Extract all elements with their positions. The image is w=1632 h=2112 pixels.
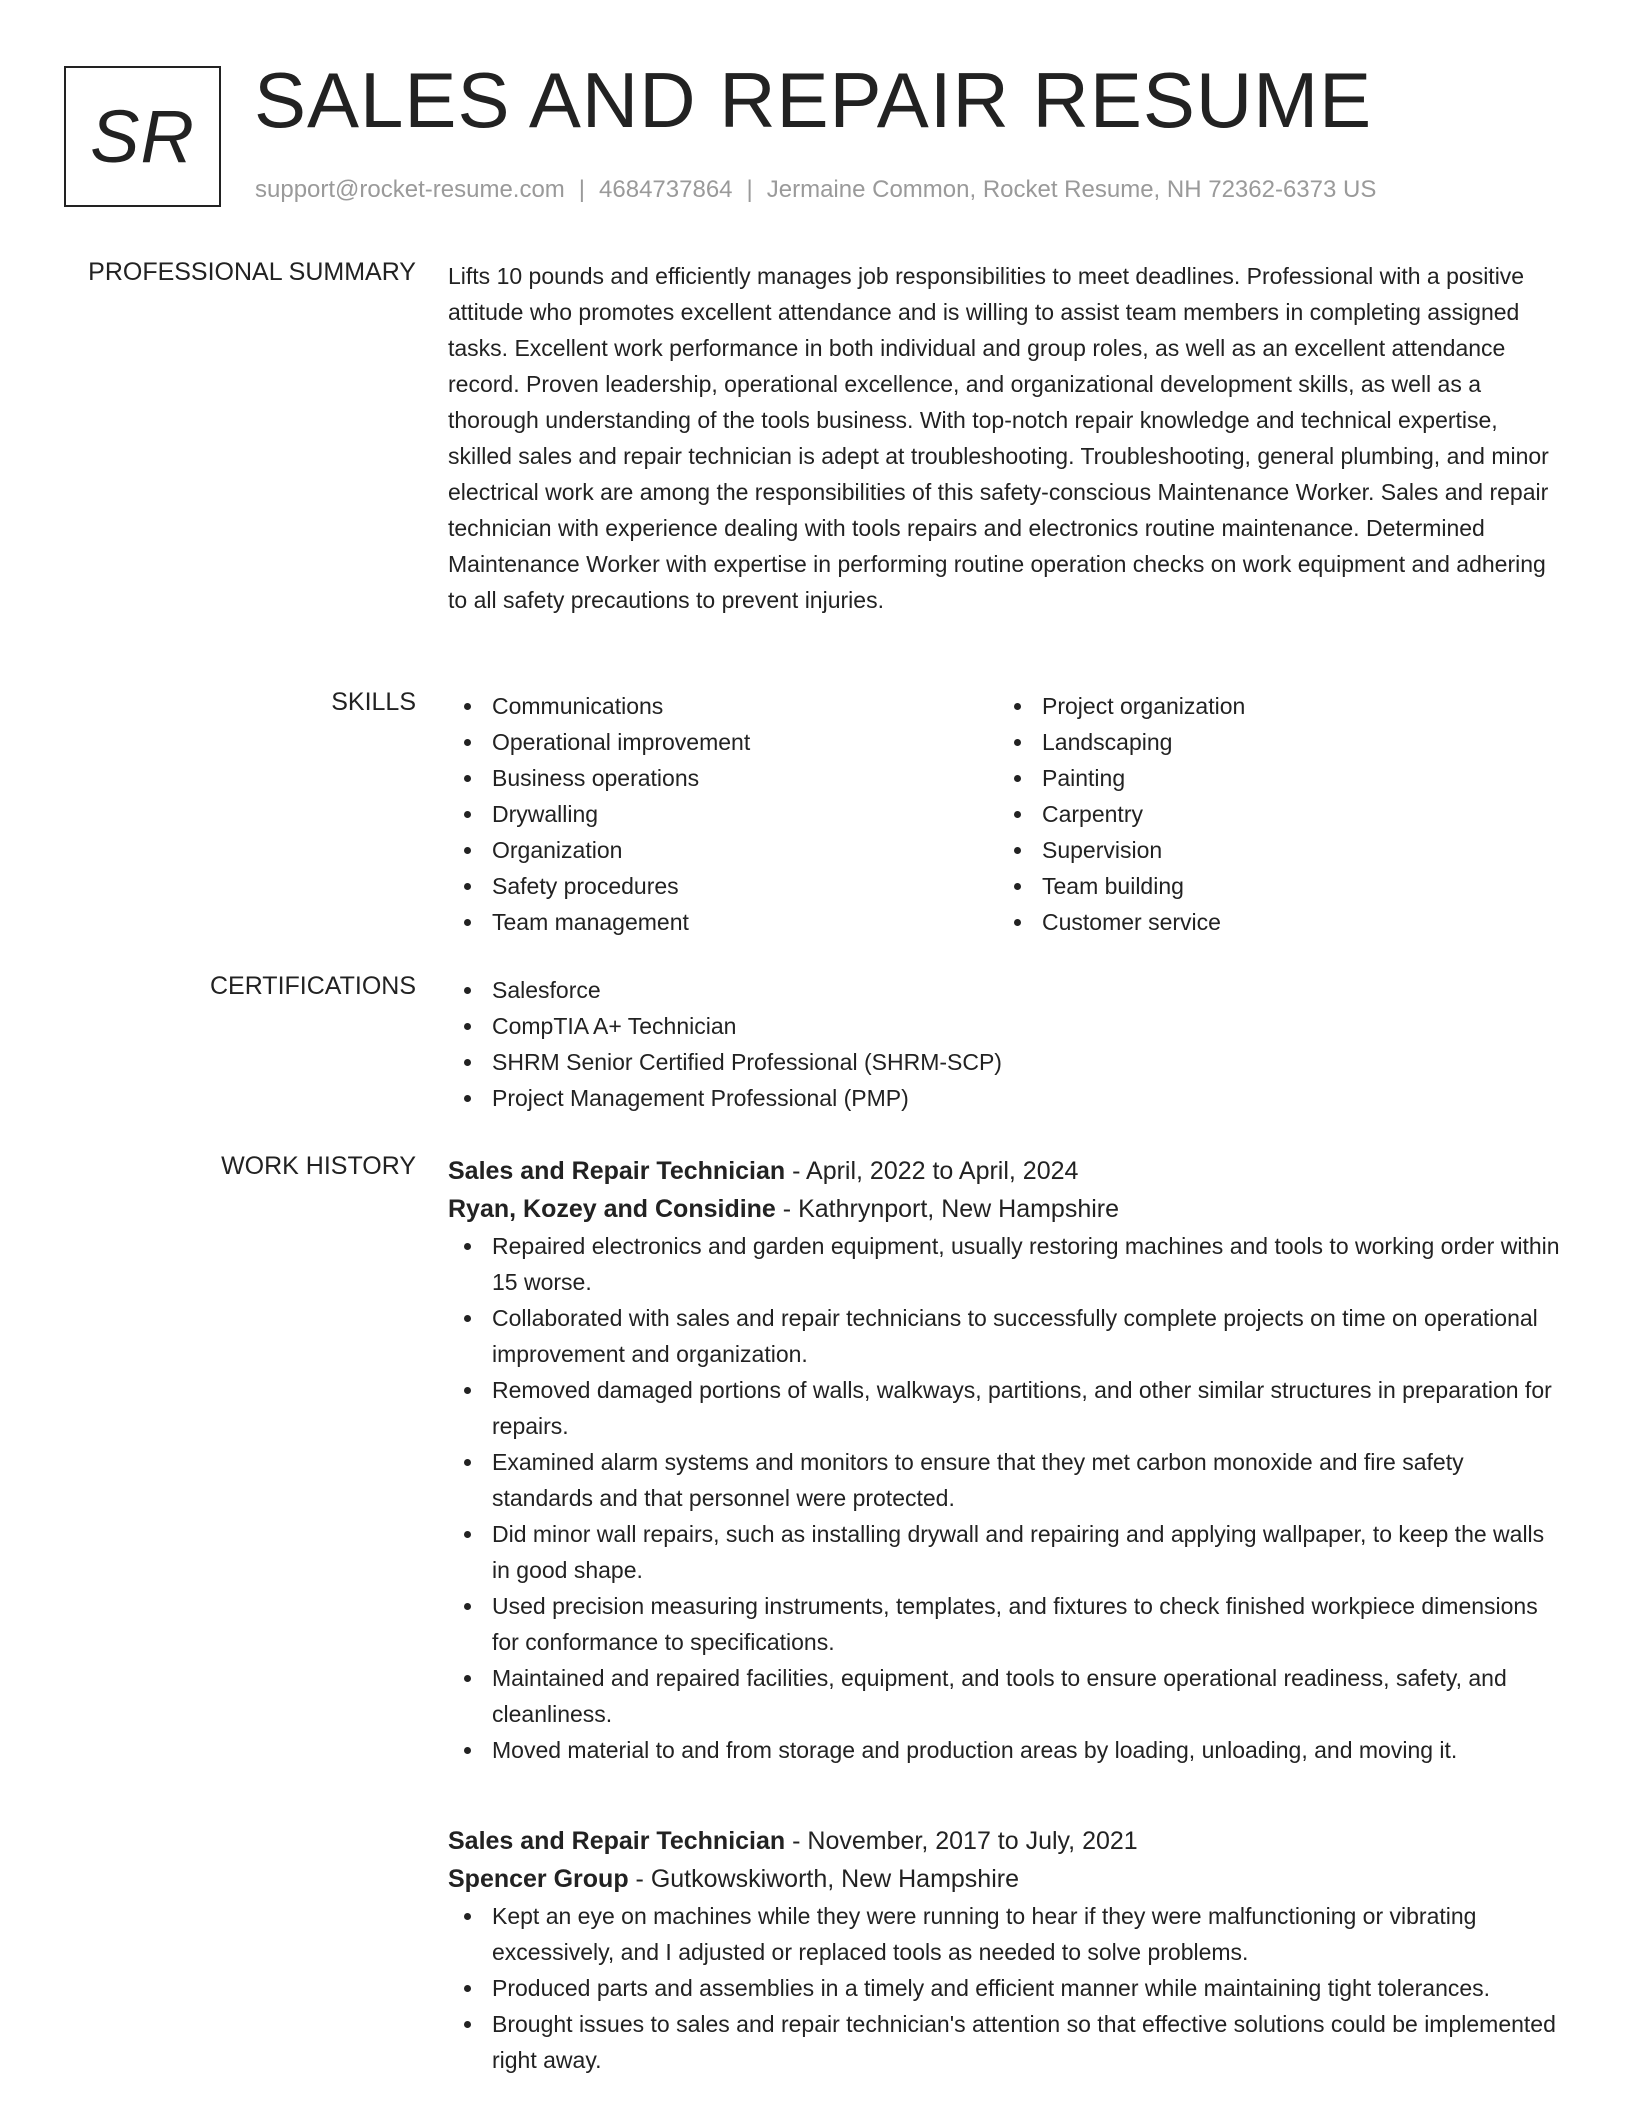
skill-item: Team building bbox=[998, 868, 1518, 904]
job-title: Sales and Repair Technician bbox=[448, 1827, 786, 1855]
job-entry bbox=[448, 1152, 1566, 1768]
skill-item: Communications bbox=[448, 688, 968, 724]
job-location: - Kathrynport, New Hampshire bbox=[782, 1195, 1120, 1223]
certification-item: SHRM Senior Certified Professional (SHRM-SCP) bbox=[448, 1044, 1566, 1080]
contact-email[interactable]: support@rocket-resume.com bbox=[255, 176, 565, 203]
skills-heading: SKILLS bbox=[331, 688, 416, 716]
job-duty: Removed damaged portions of walls, walkways, partitions, and other similar structures in preparation for repairs. bbox=[448, 1372, 1566, 1444]
job-duty: Moved material to and from storage and production areas by loading, unloading, and moving it. bbox=[448, 1732, 1566, 1768]
skill-item: Project organization bbox=[998, 688, 1518, 724]
job-duties bbox=[448, 1228, 1566, 1768]
job-duty: Produced parts and assemblies in a timely and efficient manner while maintaining tight tolerances. bbox=[448, 1970, 1566, 2006]
job-company: Spencer Group bbox=[448, 1865, 629, 1893]
skill-item: Carpentry bbox=[998, 796, 1518, 832]
job-dates: - April, 2022 to April, 2024 bbox=[792, 1157, 1079, 1185]
job-duties bbox=[448, 1898, 1566, 2078]
contact-separator: | bbox=[578, 176, 586, 203]
skill-item: Operational improvement bbox=[448, 724, 968, 760]
contact-phone[interactable]: 4684737864 bbox=[599, 176, 733, 203]
certification-item: Salesforce bbox=[448, 972, 1566, 1008]
job-dates: - November, 2017 to July, 2021 bbox=[792, 1827, 1138, 1855]
skills-column-1 bbox=[448, 688, 968, 940]
job-duty: Brought issues to sales and repair technician's attention so that effective solutions could be implemented right away. bbox=[448, 2006, 1566, 2078]
job-duty: Used precision measuring instruments, templates, and fixtures to check finished workpiece dimensions for conformance to specifications. bbox=[448, 1588, 1566, 1660]
resume-title: SALES AND REPAIR RESUME bbox=[254, 56, 1373, 144]
job-duty: Examined alarm systems and monitors to ensure that they met carbon monoxide and fire safety standards and that personnel were protected. bbox=[448, 1444, 1566, 1516]
job-title-line bbox=[448, 1822, 1566, 1860]
job-title-line bbox=[448, 1152, 1566, 1190]
skill-item: Safety procedures bbox=[448, 868, 968, 904]
skill-item: Supervision bbox=[998, 832, 1518, 868]
skill-item: Team management bbox=[448, 904, 968, 940]
job-company-line bbox=[448, 1190, 1566, 1228]
skill-item: Drywalling bbox=[448, 796, 968, 832]
job-company-line bbox=[448, 1860, 1566, 1898]
contact-address: Jermaine Common, Rocket Resume, NH 72362-6373 US bbox=[766, 176, 1377, 203]
work-history-heading: WORK HISTORY bbox=[221, 1152, 416, 1180]
job-location: - Gutkowskiworth, New Hampshire bbox=[635, 1865, 1019, 1893]
skill-item: Business operations bbox=[448, 760, 968, 796]
skill-item: Organization bbox=[448, 832, 968, 868]
monogram-box bbox=[64, 66, 221, 207]
job-company: Ryan, Kozey and Considine bbox=[448, 1195, 776, 1223]
job-duty: Collaborated with sales and repair technicians to successfully complete projects on time on operational improvement and organization. bbox=[448, 1300, 1566, 1372]
skill-item: Painting bbox=[998, 760, 1518, 796]
contact-line bbox=[255, 176, 1376, 204]
job-duty: Maintained and repaired facilities, equipment, and tools to ensure operational readiness, safety, and cleanliness. bbox=[448, 1660, 1566, 1732]
job-title: Sales and Repair Technician bbox=[448, 1157, 786, 1185]
skill-item: Customer service bbox=[998, 904, 1518, 940]
summary-text: Lifts 10 pounds and efficiently manages job responsibilities to meet deadlines. Professional with a positive attitude who promotes excellent attendance and is willing to assist team members in completing assigned tasks. Excellent work performance in both individual and group roles, as well as an excellent attendance record. Proven leadership, operational excellence, and organizational development skills, as well as a thorough understanding of the tools business. With top-notch repair knowledge and technical expertise, skilled sales and repair technician is adept at troubleshooting. Troubleshooting, general plumbing, and minor electrical work are among the responsibilities of this safety-conscious Maintenance Worker. Sales and repair technician with experience dealing with tools repairs and electronics routine maintenance. Determined Maintenance Worker with expertise in performing routine operation checks on work equipment and adhering to all safety precautions to prevent injuries. bbox=[448, 263, 1549, 613]
summary-heading: PROFESSIONAL SUMMARY bbox=[88, 258, 416, 286]
job-duty: Repaired electronics and garden equipment, usually restoring machines and tools to working order within 15 worse. bbox=[448, 1228, 1566, 1300]
job-duty: Kept an eye on machines while they were running to hear if they were malfunctioning or vibrating excessively, and I adjusted or replaced tools as needed to solve problems. bbox=[448, 1898, 1566, 1970]
job-entry bbox=[448, 1822, 1566, 2078]
contact-separator: | bbox=[746, 176, 753, 203]
monogram-initials: SR bbox=[90, 95, 195, 178]
certifications-list bbox=[448, 972, 1566, 1116]
skills-column-2 bbox=[998, 688, 1518, 940]
job-duty: Did minor wall repairs, such as installing drywall and repairing and applying wallpaper, to keep the walls in good shape. bbox=[448, 1516, 1566, 1588]
skill-item: Landscaping bbox=[998, 724, 1518, 760]
certification-item: CompTIA A+ Technician bbox=[448, 1008, 1566, 1044]
certification-item: Project Management Professional (PMP) bbox=[448, 1080, 1566, 1116]
certifications-heading: CERTIFICATIONS bbox=[209, 972, 416, 1000]
